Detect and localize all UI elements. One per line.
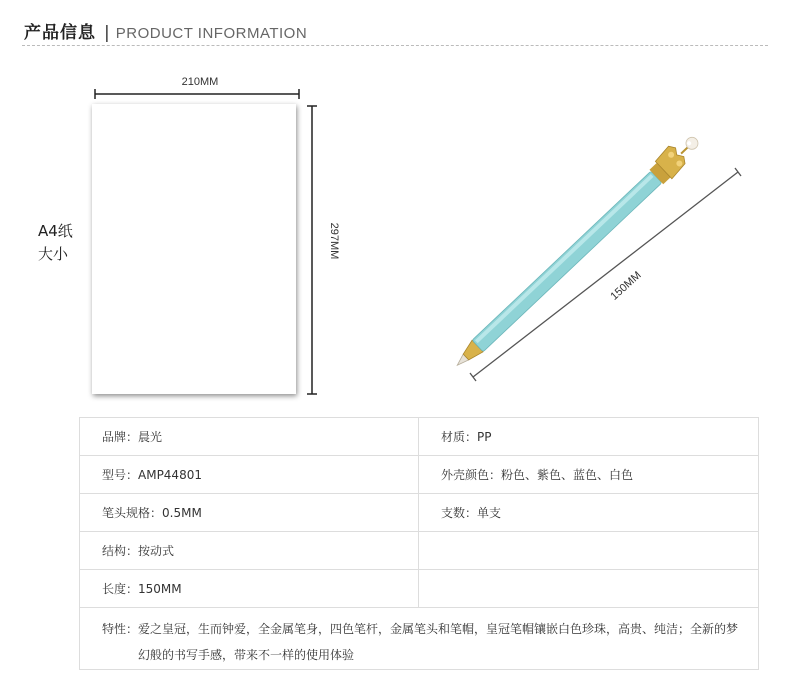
paper-height-label: 297MM xyxy=(328,222,340,260)
spec-material: 材质：PP xyxy=(419,418,759,456)
spec-structure: 结构：按动式 xyxy=(80,532,419,570)
spec-row-feature xyxy=(80,608,759,670)
pen-illustration xyxy=(448,129,705,374)
spec-row xyxy=(80,494,759,532)
paper-height-dimension-line xyxy=(307,106,317,394)
spec-length: 长度：150MM xyxy=(80,570,419,608)
product-spec-table xyxy=(79,417,759,670)
spec-feature-value: 爱之皇冠，生而钟爱，全金属笔身，四色笔杆，金属笔头和笔帽，皇冠笔帽镶嵌白色珍珠，高贵、纯洁；全新的梦幻般的书写手感，带来不一样的使用体验 xyxy=(138,621,739,662)
spec-feature-cell xyxy=(80,608,759,670)
header-separator: | xyxy=(104,23,110,43)
paper-width-label: 210MM xyxy=(181,76,219,88)
paper-size-caption xyxy=(38,220,73,266)
paper-size-caption-line1: A4纸 xyxy=(38,222,73,240)
paper-size-caption-line2: 大小 xyxy=(38,245,69,263)
spec-brand: 品牌：晨光 xyxy=(80,418,419,456)
spec-tip-size: 笔头规格：0.5MM xyxy=(80,494,419,532)
spec-empty-cell xyxy=(419,570,759,608)
spec-count: 支数：单支 xyxy=(419,494,759,532)
paper-width-dimension-line xyxy=(95,89,299,99)
spec-row xyxy=(80,570,759,608)
spec-row xyxy=(80,456,759,494)
spec-model: 型号：AMP44801 xyxy=(80,456,419,494)
pen-length-label: 150MM xyxy=(608,269,644,303)
header-title-en: PRODUCT INFORMATION xyxy=(115,25,308,42)
spec-row xyxy=(80,418,759,456)
spec-feature-key: 特性： xyxy=(102,621,139,636)
spec-shell-color: 外壳颜色：粉色、紫色、蓝色、白色 xyxy=(419,456,759,494)
spec-empty-cell xyxy=(419,532,759,570)
pen-length-dimension-line xyxy=(470,168,741,381)
spec-row xyxy=(80,532,759,570)
header-title-cn: 产品信息 xyxy=(24,23,96,43)
pen-barrel xyxy=(472,171,662,352)
